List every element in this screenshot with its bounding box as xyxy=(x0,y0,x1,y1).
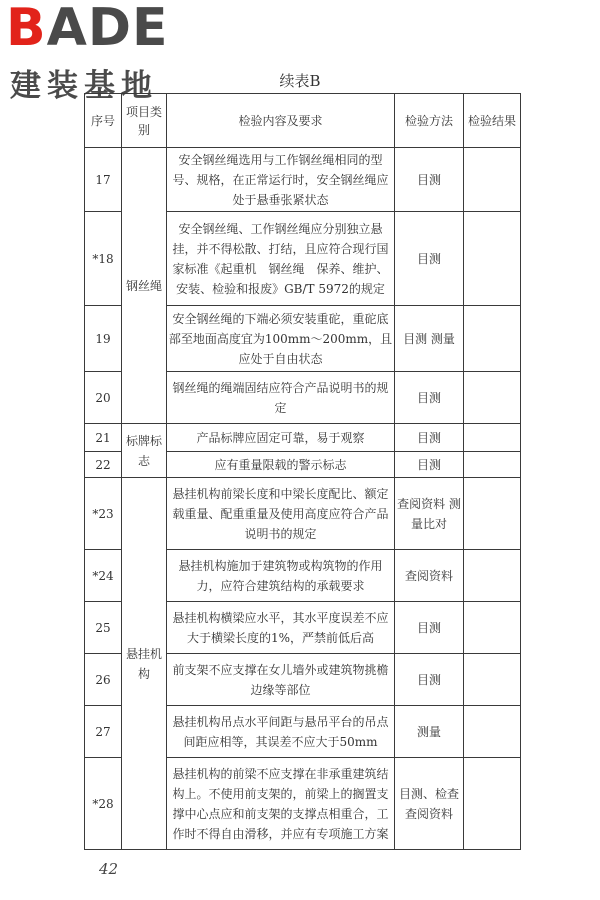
row-num: 17 xyxy=(85,148,122,212)
row-result xyxy=(464,148,521,212)
row-result xyxy=(464,306,521,372)
inspection-table xyxy=(84,93,521,850)
row-method: 查阅资料 xyxy=(395,550,464,602)
row-content: 安全钢丝绳选用与工作钢丝绳相同的型号、规格，在正常运行时，安全钢丝绳应处于悬垂张紧状态 xyxy=(167,148,395,212)
row-method: 目测 xyxy=(395,452,464,478)
row-method: 目测 测量 xyxy=(395,306,464,372)
row-num: 26 xyxy=(85,654,122,706)
header-method: 检验方法 xyxy=(395,94,464,148)
row-content: 应有重量限载的警示标志 xyxy=(167,452,395,478)
row-content: 悬挂机构吊点水平间距与悬吊平台的吊点间距应相等，其误差不应大于50mm xyxy=(167,706,395,758)
row-method: 目测 xyxy=(395,424,464,452)
row-method: 目测 xyxy=(395,212,464,306)
row-content: 钢丝绳的绳端固结应符合产品说明书的规定 xyxy=(167,372,395,424)
row-num: *18 xyxy=(85,212,122,306)
row-method: 目测 xyxy=(395,602,464,654)
row-result xyxy=(464,424,521,452)
row-content: 悬挂机构横梁应水平，其水平度误差不应大于横梁长度的1%，严禁前低后高 xyxy=(167,602,395,654)
header-category: 项目类别 xyxy=(122,94,167,148)
row-num: 27 xyxy=(85,706,122,758)
row-num: *23 xyxy=(85,478,122,550)
row-num: *28 xyxy=(85,758,122,850)
row-method: 目测 xyxy=(395,654,464,706)
category-rope: 钢丝绳 xyxy=(122,148,167,424)
row-method: 目测、检查 查阅资料 xyxy=(395,758,464,850)
row-result xyxy=(464,478,521,550)
row-num: 19 xyxy=(85,306,122,372)
table-row xyxy=(85,478,521,550)
row-content: 安全钢丝绳的下端必须安装重砣，重砣底部至地面高度宜为100mm～200mm，且应处于自由状态 xyxy=(167,306,395,372)
row-num: 20 xyxy=(85,372,122,424)
row-content: 悬挂机构前梁长度和中梁长度配比、额定载重量、配重重量及使用高度应符合产品说明书的规定 xyxy=(167,478,395,550)
row-result xyxy=(464,602,521,654)
row-method: 目测 xyxy=(395,148,464,212)
table-row xyxy=(85,424,521,452)
row-result xyxy=(464,654,521,706)
logo-subtitle: 建装基地 xyxy=(10,68,158,104)
row-content: 安全钢丝绳、工作钢丝绳应分别独立悬挂，并不得松散、打结，且应符合现行国家标准《起重机 钢丝绳 保养、维护、安装、检验和报废》GB/T 5972的规定 xyxy=(167,212,395,306)
logo-brand xyxy=(6,0,169,58)
header-num: 序号 xyxy=(85,94,122,148)
row-result xyxy=(464,758,521,850)
category-sign: 标牌标志 xyxy=(122,424,167,478)
row-content: 悬挂机构的前梁不应支撑在非承重建筑结构上。不使用前支架的，前梁上的搁置支撑中心点应和前支架的支撑点相重合，工作时不得自由滑移，并应有专项施工方案 xyxy=(167,758,395,850)
row-num: 22 xyxy=(85,452,122,478)
row-result xyxy=(464,212,521,306)
row-result xyxy=(464,452,521,478)
row-content: 前支架不应支撑在女儿墙外或建筑物挑檐边缘等部位 xyxy=(167,654,395,706)
table-caption: 续表B xyxy=(279,72,321,90)
row-result xyxy=(464,550,521,602)
table-header-row xyxy=(85,94,521,148)
row-method: 查阅资料 测量比对 xyxy=(395,478,464,550)
logo-brand-rest: ADE xyxy=(46,0,169,58)
row-method: 测量 xyxy=(395,706,464,758)
row-content: 悬挂机构施加于建筑物或构筑物的作用力，应符合建筑结构的承载要求 xyxy=(167,550,395,602)
row-content: 产品标牌应固定可靠，易于观察 xyxy=(167,424,395,452)
row-method: 目测 xyxy=(395,372,464,424)
table-row xyxy=(85,148,521,212)
row-result xyxy=(464,372,521,424)
logo-accent-letter: B xyxy=(6,0,47,58)
header-content: 检验内容及要求 xyxy=(167,94,395,148)
row-result xyxy=(464,706,521,758)
header-result: 检验结果 xyxy=(464,94,521,148)
row-num: 21 xyxy=(85,424,122,452)
page-number: 42 xyxy=(99,860,119,878)
row-num: 25 xyxy=(85,602,122,654)
row-num: *24 xyxy=(85,550,122,602)
category-suspend: 悬挂机构 xyxy=(122,478,167,850)
